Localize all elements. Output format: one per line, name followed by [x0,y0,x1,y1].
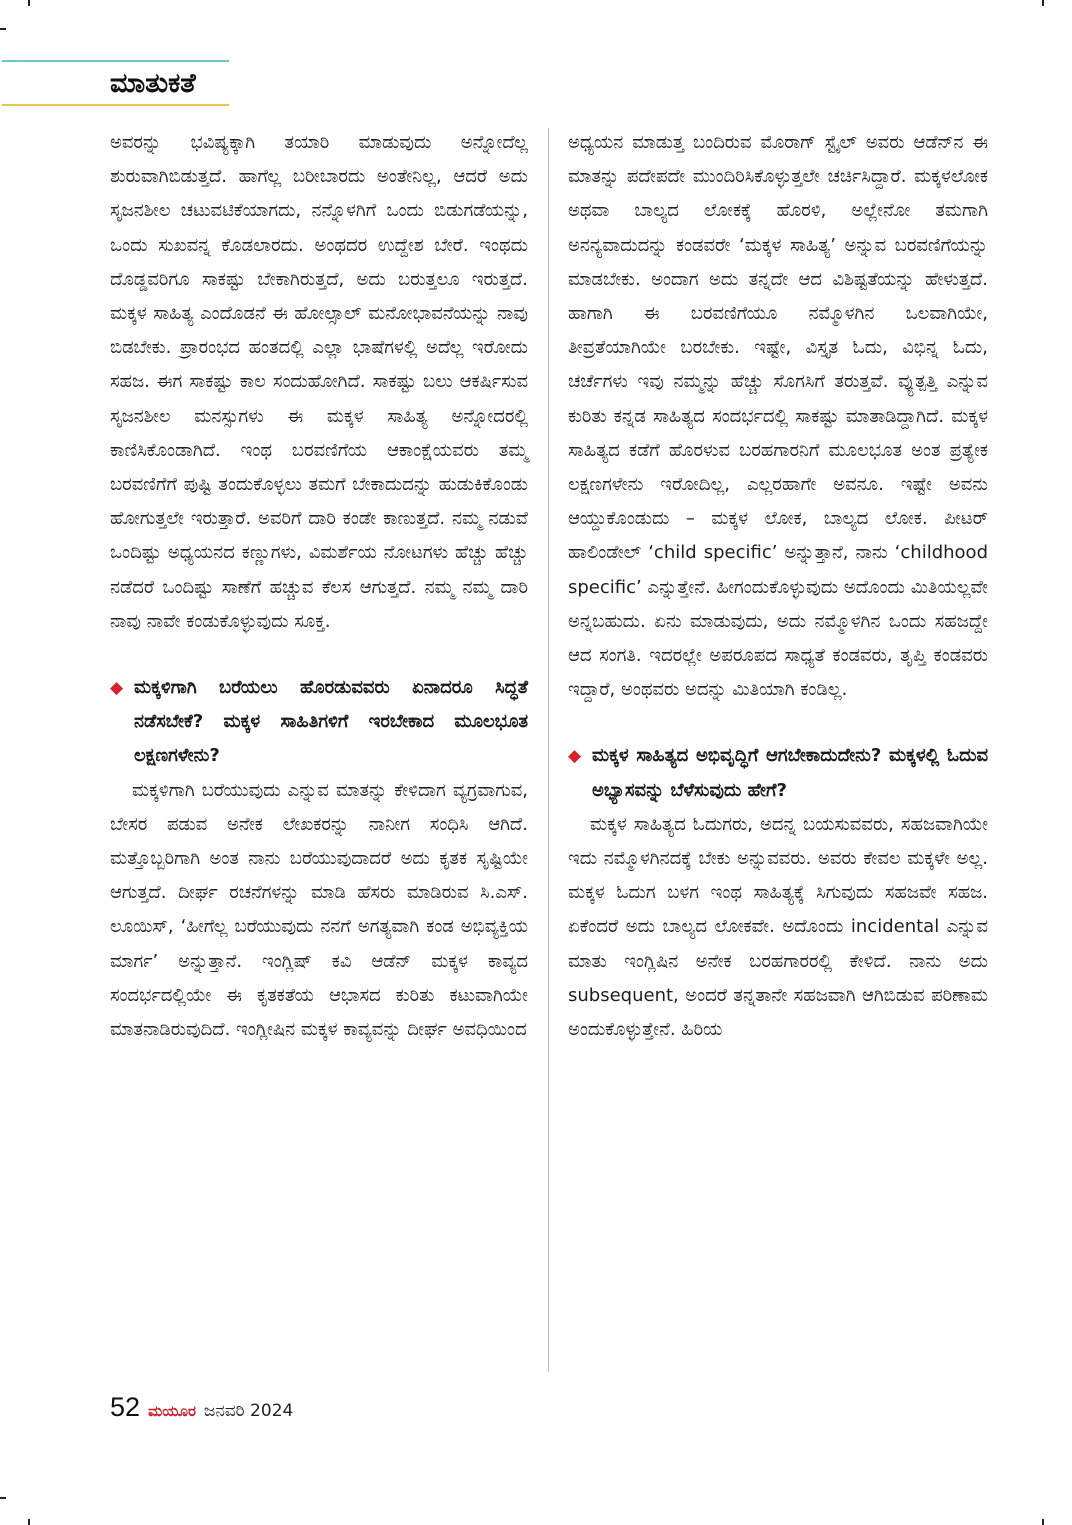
answer-paragraph: ಮಕ್ಕಳಿಗಾಗಿ ಬರೆಯುವುದು ಎನ್ನುವ ಮಾತನ್ನು ಕೇಳಿದಾಗ ವ್ಯಗ್ರವಾಗುವ, ಬೇಸರ ಪಡುವ ಅನೇಕ ಲೇಖಕರನ್ನು ನಾನೀಗ ಸಂಧಿಸಿ ಆಗಿದೆ. ಮತ್ತೊಬ್ಬರಿಗಾಗಿ ಅಂತ ನಾನು ಬರೆಯುವುದಾದರೆ ಅದು ಕೃತಕ ಸೃಷ್ಟಿಯೇ ಆಗುತ್ತದೆ. ದೀರ್ಘ ರಚನೆಗಳನ್ನು ಮಾಡಿ ಹೆಸರು ಮಾಡಿರುವ ಸಿ.ಎಸ್. ಲೂಯಿಸ್, ‘ಹೀಗೆಲ್ಲ ಬರೆಯುವುದು ನನಗೆ ಅಗತ್ಯವಾಗಿ ಕಂಡ ಅಭಿವ್ಯಕ್ತಿಯ ಮಾರ್ಗ’ ಅನ್ನುತ್ತಾನೆ. ಇಂಗ್ಲಿಷ್ ಕವಿ ಆಡೆನ್ ಮಕ್ಕಳ ಕಾವ್ಯದ ಸಂದರ್ಭದಲ್ಲಿಯೇ ಈ ಕೃತಕತೆಯ ಆಭಾಸದ ಕುರಿತು ಕಟುವಾಗಿಯೇ ಮಾತನಾಡಿರುವುದಿದೆ. ಇಂಗ್ಲೀಷಿನ ಮಕ್ಕಳ ಕಾವ್ಯವನ್ನು ದೀರ್ಘ ಅವಧಿಯಿಂದ [110,779,528,1041]
spacer [568,707,988,739]
spacer [110,639,528,671]
crop-mark [28,0,30,6]
red-diamond-icon: ◆ [110,678,124,699]
interview-question [110,671,528,774]
question-text: ಮಕ್ಕಳ ಸಾಹಿತ್ಯದ ಅಭಿವೃದ್ಧಿಗೆ ಆಗಬೇಕಾದುದೇನು? ಮಕ್ಕಳಲ್ಲಿ ಓದುವ ಅಭ್ಯಾಸವನ್ನು ಬೆಳೆಸುವುದು ಹೇಗೆ? [592,745,988,801]
crop-mark [28,1519,30,1525]
interview-question [568,739,988,807]
crop-mark [1042,0,1044,6]
section-title: ಮಾತುಕತೆ [110,68,196,99]
crop-mark [0,1497,6,1499]
page-footer [110,1392,293,1426]
magazine-logo: ಮಯೂರ [148,1402,196,1420]
header-rule-bottom [2,104,229,106]
answer-paragraph: ಮಕ್ಕಳ ಸಾಹಿತ್ಯದ ಓದುಗರು, ಅದನ್ನ ಬಯಸುವವರು, ಸಹಜವಾಗಿಯೇ ಇದು ನಮ್ಮೊಳಗಿನದಕ್ಕೆ ಬೇಕು ಅನ್ನುವವರು. ಅವರು ಕೇವಲ ಮಕ್ಕಳೇ ಅಲ್ಲ. ಮಕ್ಕಳ ಓದುಗ ಬಳಗ ಇಂಥ ಸಾಹಿತ್ಯಕ್ಕೆ ಸಿಗುವುದು ಸಹಜವೇ ಸಹಜ. ಏಕೆಂದರೆ ಅದು ಬಾಲ್ಯದ ಲೋಕವೇ. ಅದೊಂದು incidental ಎನ್ನುವ ಮಾತು ಇಂಗ್ಲಿಷಿನ ಅನೇಕ ಬರಹಗಾರರಲ್ಲಿ ಕೇಳಿದೆ. ನಾನು ಅದು subsequent, ಅಂದರೆ ತನ್ನತಾನೇ ಸಹಜವಾಗಿ ಆಗಿಬಿಡುವ ಪರಿಣಾಮ ಅಂದುಕೊಳ್ಳುತ್ತೇನೆ. ಹಿರಿಯ [568,813,988,1041]
issue-date: ಜನವರಿ 2024 [203,1401,294,1421]
page-number: 52 [110,1392,141,1422]
body-paragraph: ಅಧ್ಯಯನ ಮಾಡುತ್ತ ಬಂದಿರುವ ಮೊರಾಗ್ ಸ್ಟೈಲ್ ಅವರು ಆಡೆನ್‌ನ ಈ ಮಾತನ್ನು ಪದೇಪದೇ ಮುಂದಿರಿಸಿಕೊಳ್ಳುತ್ತಲೇ ಚರ್ಚಿಸಿದ್ದಾರೆ. ಮಕ್ಕಳಲೋಕ ಅಥವಾ ಬಾಲ್ಯದ ಲೋಕಕ್ಕೆ ಹೊರಳಿ, ಅಲ್ಲೇನೋ ತಮಗಾಗಿ ಅನನ್ಯವಾದುದನ್ನು ಕಂಡವರೇ ‘ಮಕ್ಕಳ ಸಾಹಿತ್ಯ’ ಅನ್ನುವ ಬರವಣಿಗೆಯನ್ನು ಮಾಡಬೇಕು. ಅಂದಾಗ ಅದು ತನ್ನದೇ ಆದ ವಿಶಿಷ್ಟತೆಯನ್ನು ಹೇಳುತ್ತದೆ. ಹಾಗಾಗಿ ಈ ಬರವಣಿಗೆಯೂ ನಮ್ಮೊಳಗಿನ ಒಲವಾಗಿಯೇ, ತೀವ್ರತೆಯಾಗಿಯೇ ಬರಬೇಕು. ಇಷ್ಟೇ, ವಿಸ್ತೃತ ಓದು, ವಿಭಿನ್ನ ಓದು, ಚರ್ಚೆಗಳು ಇವು ನಮ್ಮನ್ನು ಹೆಚ್ಚು ಸೊಗಸಿಗೆ ತರುತ್ತವೆ. ವ್ಯುತ್ಪತ್ತಿ ಎನ್ನುವ ಕುರಿತು ಕನ್ನಡ ಸಾಹಿತ್ಯದ ಸಂದರ್ಭದಲ್ಲಿ ಸಾಕಷ್ಟು ಮಾತಾಡಿದ್ದಾಗಿದೆ. ಮಕ್ಕಳ ಸಾಹಿತ್ಯದ ಕಡೆಗೆ ಹೊರಳುವ ಬರಹಗಾರನಿಗೆ ಮೂಲಭೂತ ಅಂತ ಪ್ರತ್ಯೇಕ ಲಕ್ಷಣಗಳೇನು ಇರೋದಿಲ್ಲ, ಎಲ್ಲರಹಾಗೇ ಅವನೂ. ಇಷ್ಟೇ ಅವನು ಆಯ್ದುಕೊಂಡುದು – ಮಕ್ಕಳ ಲೋಕ, ಬಾಲ್ಯದ ಲೋಕ. ಪೀಟರ್ ಹಾಲಿಂಡೇಲ್ ‘child specific’ ಅನ್ನುತ್ತಾನೆ, ನಾನು ‘childhood specific’ ಎನ್ನುತ್ತೇನೆ. ಹೀಗಂದುಕೊಳ್ಳುವುದು ಅದೊಂದು ಮಿತಿಯಲ್ಲವೇ ಅನ್ನಬಹುದು. ಏನು ಮಾಡುವುದು, ಅದು ನಮ್ಮೊಳಗಿನ ಒಂದು ಸಹಜದ್ದೇ ಆದ ಸಂಗತಿ. ಇದರಲ್ಲೇ ಅಪರೂಪದ ಸಾಧ್ಯತೆ ಕಂಡವರು, ತೃಪ್ತಿ ಕಂಡವರು ಇದ್ದಾರೆ, ಅಂಥವರು ಅದನ್ನು ಮಿತಿಯಾಗಿ ಕಂಡಿಲ್ಲ. [568,132,988,701]
crop-mark [1042,1519,1044,1525]
header-rule-top [2,60,229,62]
red-diamond-icon: ◆ [568,746,582,767]
column-divider [548,128,549,1372]
question-text: ಮಕ್ಕಳಿಗಾಗಿ ಬರೆಯಲು ಹೊರಡುವವರು ಏನಾದರೂ ಸಿದ್ಧತೆ ನಡೆಸಬೇಕೆ? ಮಕ್ಕಳ ಸಾಹಿತಿಗಳಿಗೆ ಇರಬೇಕಾದ ಮೂಲಭೂತ ಲಕ್ಷಣಗಳೇನು? [134,677,528,767]
left-column [110,126,528,1047]
crop-mark [0,28,6,30]
right-column [568,126,988,1047]
body-paragraph: ಅವರನ್ನು ಭವಿಷ್ಯಕ್ಕಾಗಿ ತಯಾರಿ ಮಾಡುವುದು ಅನ್ನೋದೆಲ್ಲ ಶುರುವಾಗಿಬಿಡುತ್ತದೆ. ಹಾಗೆಲ್ಲ ಬರೀಬಾರದು ಅಂತೇನಿಲ್ಲ, ಆದರೆ ಅದು ಸೃಜನಶೀಲ ಚಟುವಟಿಕೆಯಾಗದು, ನನ್ನೊಳಗಿಗೆ ಒಂದು ಬಿಡುಗಡೆಯನ್ನು, ಒಂದು ಸುಖವನ್ನ ಕೊಡಲಾರದು. ಅಂಥದರ ಉದ್ದೇಶ ಬೇರೆ. ಇಂಥದು ದೊಡ್ಡವರಿಗೂ ಸಾಕಷ್ಟು ಬೇಕಾಗಿರುತ್ತದೆ, ಅದು ಬರುತ್ತಲೂ ಇರುತ್ತದೆ. ಮಕ್ಕಳ ಸಾಹಿತ್ಯ ಎಂದೊಡನೆ ಈ ಹೋಲ್ಸಾಲ್ ಮನೋಭಾವನೆಯನ್ನು ನಾವು ಬಿಡಬೇಕು. ಪ್ರಾರಂಭದ ಹಂತದಲ್ಲಿ ಎಲ್ಲಾ ಭಾಷೆಗಳಲ್ಲಿ ಅದೆಲ್ಲ ಇರೋದು ಸಹಜ. ಈಗ ಸಾಕಷ್ಟು ಕಾಲ ಸಂದುಹೋಗಿದೆ. ಸಾಕಷ್ಟು ಬಲು ಆಕರ್ಷಿಸುವ ಸೃಜನಶೀಲ ಮನಸ್ಸುಗಳು ಈ ಮಕ್ಕಳ ಸಾಹಿತ್ಯ ಅನ್ನೋದರಲ್ಲಿ ಕಾಣಿಸಿಕೊಂಡಾಗಿದೆ. ಇಂಥ ಬರವಣಿಗೆಯ ಆಕಾಂಕ್ಷೆಯವರು ತಮ್ಮ ಬರವಣಿಗೆಗೆ ಪುಷ್ಟಿ ತಂದುಕೊಳ್ಳಲು ತಮಗೆ ಬೇಕಾದುದನ್ನು ಹುಡುಕಿಕೊಂಡು ಹೋಗುತ್ತಲೇ ಇರುತ್ತಾರೆ. ಅವರಿಗೆ ದಾರಿ ಕಂಡೇ ಕಾಣುತ್ತದೆ. ನಮ್ಮ ನಡುವೆ ಒಂದಿಷ್ಟು ಅಧ್ಯಯನದ ಕಣ್ಣುಗಳು, ವಿಮರ್ಶೆಯ ನೋಟಗಳು ಹೆಚ್ಚು ಹೆಚ್ಚು ನಡೆದರೆ ಒಂದಿಷ್ಟು ಸಾಣೆಗೆ ಹಚ್ಚುವ ಕೆಲಸ ಆಗುತ್ತದೆ. ನಮ್ಮ ನಮ್ಮ ದಾರಿ ನಾವು ನಾವೇ ಕಂಡುಕೊಳ್ಳುವುದು ಸೂಕ್ತ. [110,132,528,632]
